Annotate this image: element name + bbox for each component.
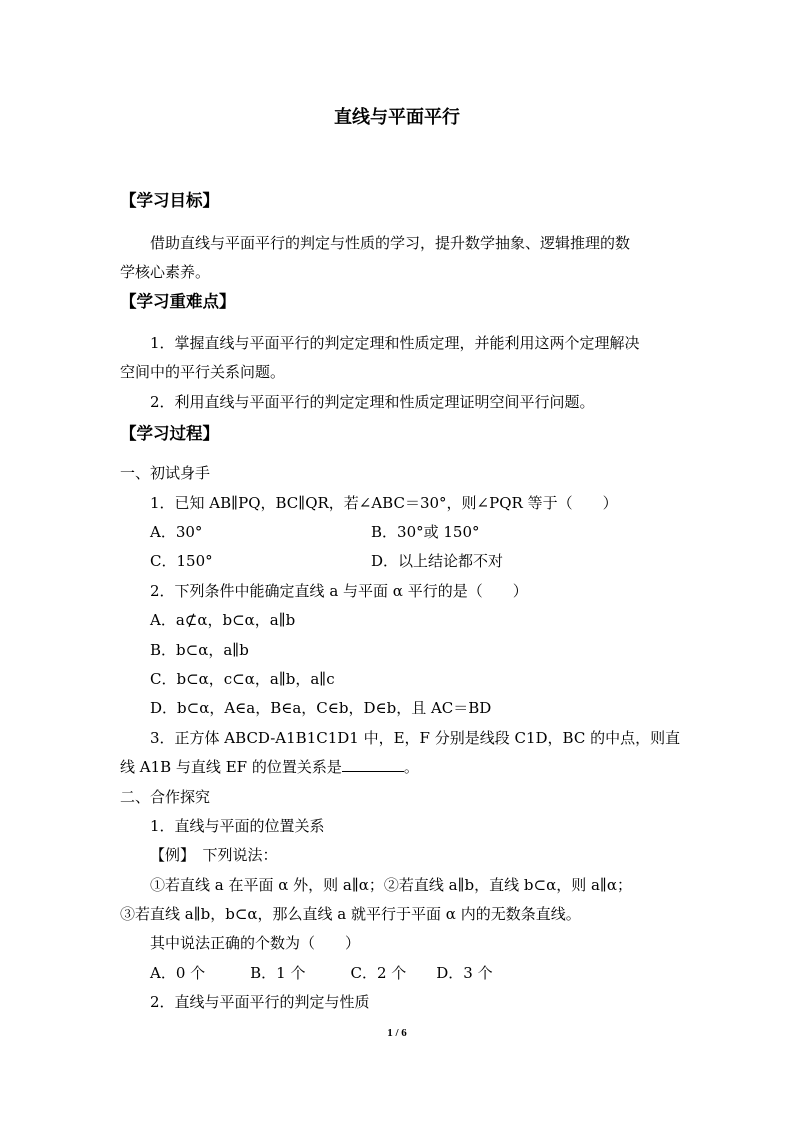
q1-option-c: C．150°: [150, 552, 213, 570]
q1-option-a: A．30°: [150, 523, 203, 541]
question-1: 1．已知 AB∥PQ，BC∥QR，若∠ABC＝30°，则∠PQR 等于（ ）: [150, 494, 618, 512]
example-options: A．0 个 B．1 个 C．2 个 D．3 个: [150, 964, 493, 982]
q2-option-d: D．b⊂α，A∈a，B∈a，C∈b，D∈b，且 AC＝BD: [150, 699, 492, 717]
answer-blank: [342, 757, 404, 772]
keypoint-2: 2．利用直线与平面平行的判定定理和性质定理证明空间平行问题。: [150, 393, 595, 411]
goals-heading: 【学习目标】: [120, 191, 219, 210]
example-line-2: ③若直线 a∥b，b⊂α，那么直线 a 就平行于平面 α 内的无数条直线。: [120, 905, 581, 923]
q3-text: 线 A1B 与直线 EF 的位置关系是: [120, 758, 342, 776]
page-number: 1 / 6: [387, 1027, 407, 1039]
keypoints-heading: 【学习重难点】: [120, 292, 236, 311]
q3-end: 。: [403, 758, 419, 776]
keypoint-1: 1．掌握直线与平面平行的判定定理和性质定理，并能利用这两个定理解决: [150, 334, 640, 352]
topic-2: 2．直线与平面平行的判定与性质: [150, 993, 370, 1011]
q2-option-c: C．b⊂α，c⊂α，a∥b，a∥c: [150, 670, 335, 688]
process-heading: 【学习过程】: [120, 424, 219, 443]
part1-heading: 一、初试身手: [120, 464, 211, 482]
part2-heading: 二、合作探究: [120, 788, 211, 806]
q1-option-b: B．30°或 150°: [371, 523, 480, 541]
q1-option-d: D．以上结论都不对: [371, 552, 504, 570]
question-3: 3．正方体 ABCD-A1B1C1D1 中，E，F 分别是线段 C1D，BC 的中点，则直: [150, 729, 681, 747]
example-label: 【例】 下列说法：: [150, 846, 278, 864]
goals-text-cont: 学核心素养。: [120, 263, 211, 281]
topic-1: 1．直线与平面的位置关系: [150, 817, 325, 835]
example-question: 其中说法正确的个数为（ ）: [150, 934, 361, 952]
q2-option-b: B．b⊂α，a∥b: [150, 641, 249, 659]
question-2: 2．下列条件中能确定直线 a 与平面 α 平行的是（ ）: [150, 582, 528, 600]
goals-text: 借助直线与平面平行的判定与性质的学习，提升数学抽象、逻辑推理的数: [150, 234, 631, 252]
example-line-1: ①若直线 a 在平面 α 外，则 a∥α；②若直线 a∥b，直线 b⊂α，则 a∥α；: [150, 876, 632, 894]
q2-option-a: A．a⊄α，b⊂α，a∥b: [150, 611, 296, 629]
question-3-cont: [120, 757, 419, 777]
keypoint-1-cont: 空间中的平行关系问题。: [120, 363, 286, 381]
page-title: 直线与平面平行: [334, 107, 460, 128]
